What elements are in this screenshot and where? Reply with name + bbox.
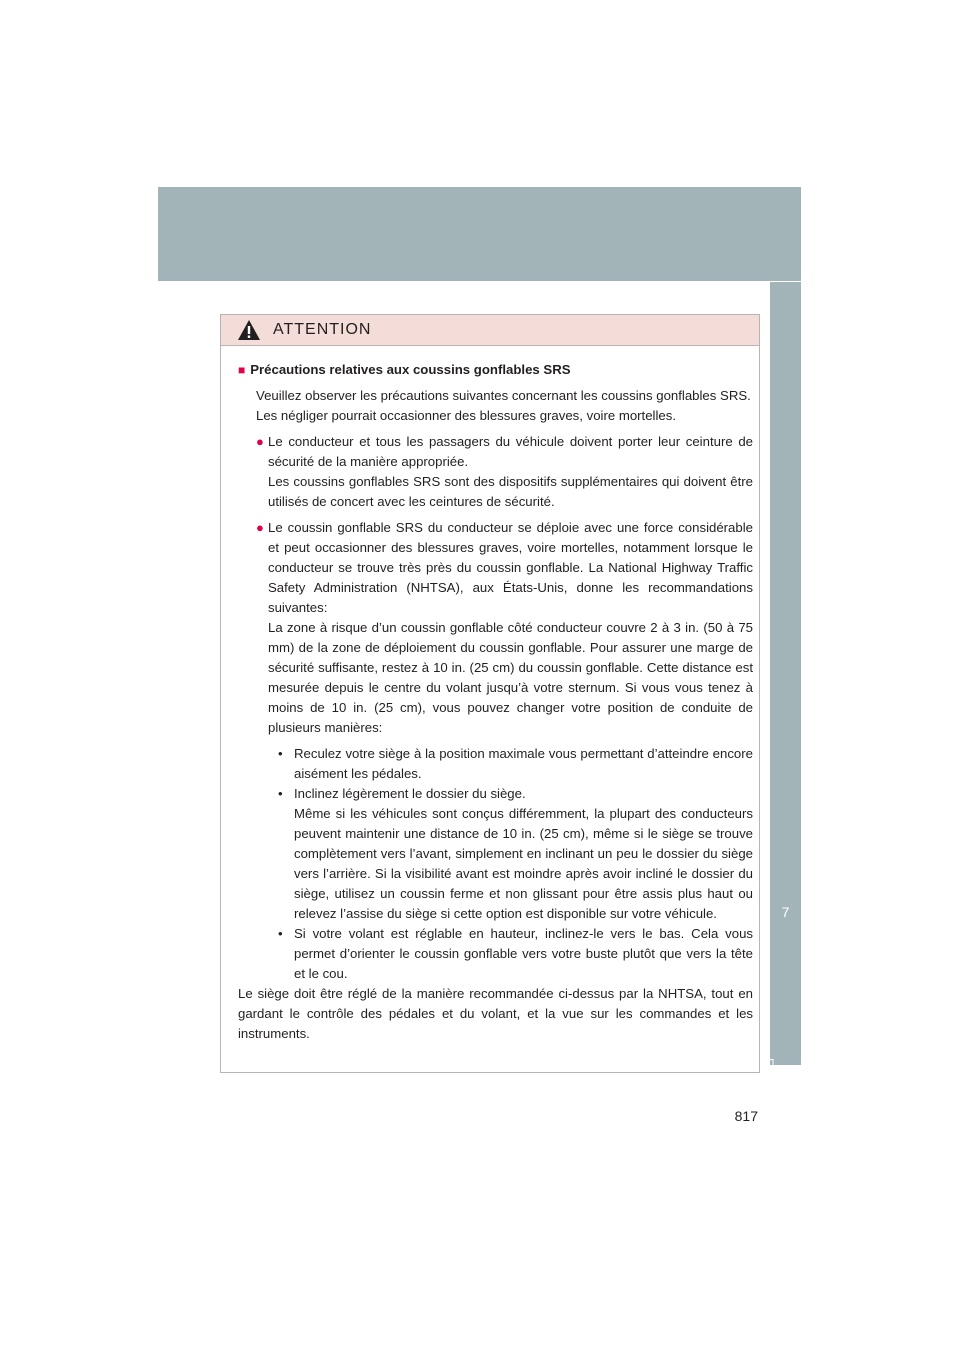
warning-triangle-icon — [237, 319, 261, 341]
sub-bullet: • — [278, 746, 283, 761]
warning-body — [221, 346, 759, 1044]
warning-box — [220, 314, 760, 1073]
chapter-tab[interactable] — [762, 890, 801, 1124]
bullet-1-paragraph-1: Le conducteur et tous les passagers du véhicule doivent porter leur ceinture de sécurité de la manière appropriée. — [268, 434, 753, 469]
bullet-2-paragraph-2: La zone à risque d’un coussin gonflable côté conducteur couvre 2 à 3 in. (50 à 75 mm) de la zone de déploiement du coussin gonflable. Pour assurer une marge de sécurité suffisante, restez à 10 in. (25 cm) du coussin gonflable. Cette distance est mesurée depuis le centre du volant jusqu’à votre sternum. Si vous vous tenez à moins de 10 in. (25 cm), vous pouvez changer votre position de conduite de plusieurs manières: — [268, 620, 753, 735]
intro-paragraph-2: Les négliger pourrait occasionner des blessures graves, voire mortelles. — [256, 408, 677, 423]
page-number: 817 — [734, 1108, 758, 1124]
sub-item-3-text: Si votre volant est réglable en hauteur, inclinez-le vers le bas. Cela vous permet d’orienter le coussin gonflable vers votre buste plutôt que vers la tête et le cou. — [294, 926, 753, 981]
bullet-marker: ● — [256, 434, 264, 449]
closing-paragraph: Le siège doit être réglé de la manière recommandée ci-dessus par la NHTSA, tout en gardant le contrôle des pédales et du volant, et la vue sur les commandes et les instruments. — [238, 986, 753, 1041]
sub-item-2-text: Inclinez légèrement le dossier du siège. — [294, 786, 526, 801]
list-item — [238, 518, 753, 984]
sub-bullet: • — [278, 926, 283, 941]
intro-paragraph-1: Veuillez observer les précautions suivantes concernant les coussins gonflables SRS. — [256, 388, 751, 403]
list-item — [238, 432, 753, 512]
warning-header — [221, 315, 759, 346]
sub-item-2-detail: Même si les véhicules sont conçus différemment, la plupart des conducteurs peuvent maintenir une distance de 10 in. (25 cm), même si le siège se trouve complètement vers l’avant, simplement en inclinant un peu le dossier du siège vers l’arrière. Si la visibilité avant est moindre après avoir incliné le dossier du siège, utilisez un coussin ferme et non glissant pour être assis plus haut ou relevez l’assise du siège si cette option est disponible sur votre véhicule. — [294, 806, 753, 921]
sub-bullet: • — [278, 786, 283, 801]
bullet-marker: ● — [256, 520, 264, 535]
chapter-number: 7 — [781, 904, 790, 920]
sub-list — [268, 744, 753, 984]
sub-list-item — [278, 744, 753, 784]
section-title: Précautions relatives aux coussins gonflables SRS — [250, 362, 571, 377]
header-band — [158, 187, 801, 281]
sub-item-1-text: Reculez votre siège à la position maximale vous permettant d’atteindre encore aisément les pédales. — [294, 746, 753, 781]
warning-title: ATTENTION — [273, 321, 372, 338]
bullet-1-paragraph-2: Les coussins gonflables SRS sont des dispositifs supplémentaires qui doivent être utilisés de concert avec les ceintures de sécurité. — [268, 474, 753, 509]
section-heading — [238, 360, 753, 380]
bullet-2-paragraph-1: Le coussin gonflable SRS du conducteur se déploie avec une force considérable et peut occasionner des blessures graves, voire mortelles, notamment lorsque le conducteur se trouve très près du coussin gonflable. La National Highway Traffic Safety Administration (NHTSA), aux États-Unis, donne les recommandations suivantes: — [268, 520, 753, 615]
section-marker: ■ — [238, 363, 246, 377]
sub-list-item — [278, 784, 753, 924]
intro — [238, 386, 753, 426]
chapter-label: For owners — [762, 1058, 776, 1124]
sub-list-item — [278, 924, 753, 984]
